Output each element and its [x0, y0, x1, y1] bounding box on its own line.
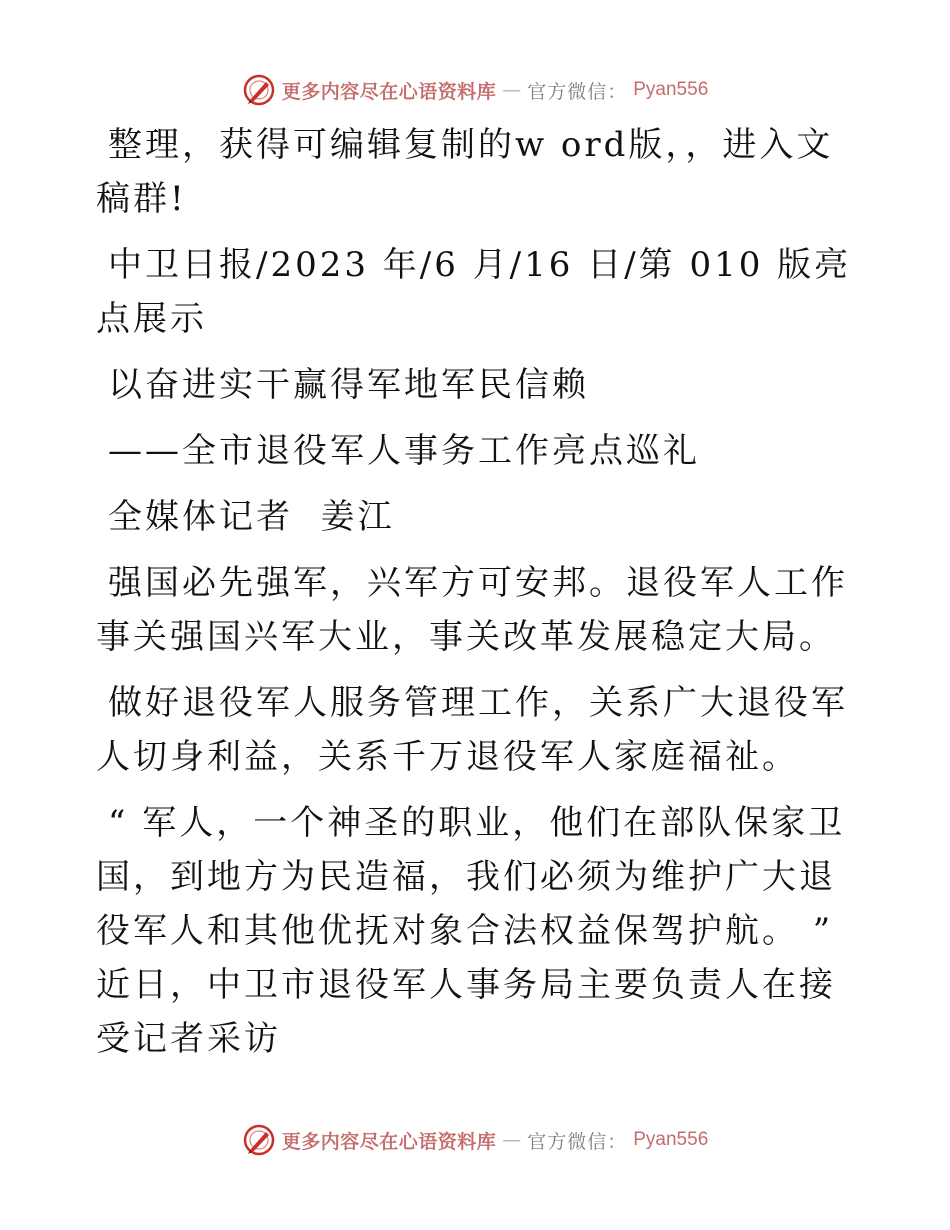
promo-text: 更多内容尽在心语资料库 [281, 80, 497, 103]
wechat-label: 官方微信： [527, 80, 628, 103]
paragraph-intro: 整理，获得可编辑复制的w ord版，，进入文稿群! [96, 125, 834, 219]
wechat-label: 官方微信： [527, 1130, 628, 1153]
article-byline: 全媒体记者 姜江 [108, 497, 395, 537]
paragraph-source: 中卫日报/2023 年/6 月/16 日/第 010 版亮点展示 [96, 245, 852, 339]
pen-logo-icon [242, 1123, 276, 1157]
wechat-id: Pyan556 [633, 79, 709, 100]
article-title: 以奋进实干赢得军地军民信赖 [108, 365, 589, 405]
banner-separator: — [502, 79, 522, 101]
article-subtitle: ——全市退役军人事务工作亮点巡礼 [108, 431, 700, 471]
pen-logo-icon [242, 73, 276, 107]
footer-banner [0, 1120, 950, 1160]
document-body [96, 118, 856, 1078]
wechat-id: Pyan556 [633, 1129, 709, 1150]
paragraph-body: 强国必先强军，兴军方可安邦。退役军人工作事关强国兴军大业，事关改革发展稳定大局。 [96, 563, 848, 657]
promo-text: 更多内容尽在心语资料库 [281, 1130, 497, 1153]
header-banner [0, 70, 950, 110]
banner-separator: — [502, 1129, 522, 1151]
paragraph-quote: “ 军人，一个神圣的职业，他们在部队保家卫国，到地方为民造福，我们必须为维护广大退役军人和其他优抚对象合法权益保驾护航。 ” 近日，中卫市退役军人事务局主要负责人在接受记者采访 [96, 803, 846, 1059]
paragraph-body: 做好退役军人服务管理工作，关系广大退役军人切身利益，关系千万退役军人家庭福祉。 [96, 683, 848, 777]
